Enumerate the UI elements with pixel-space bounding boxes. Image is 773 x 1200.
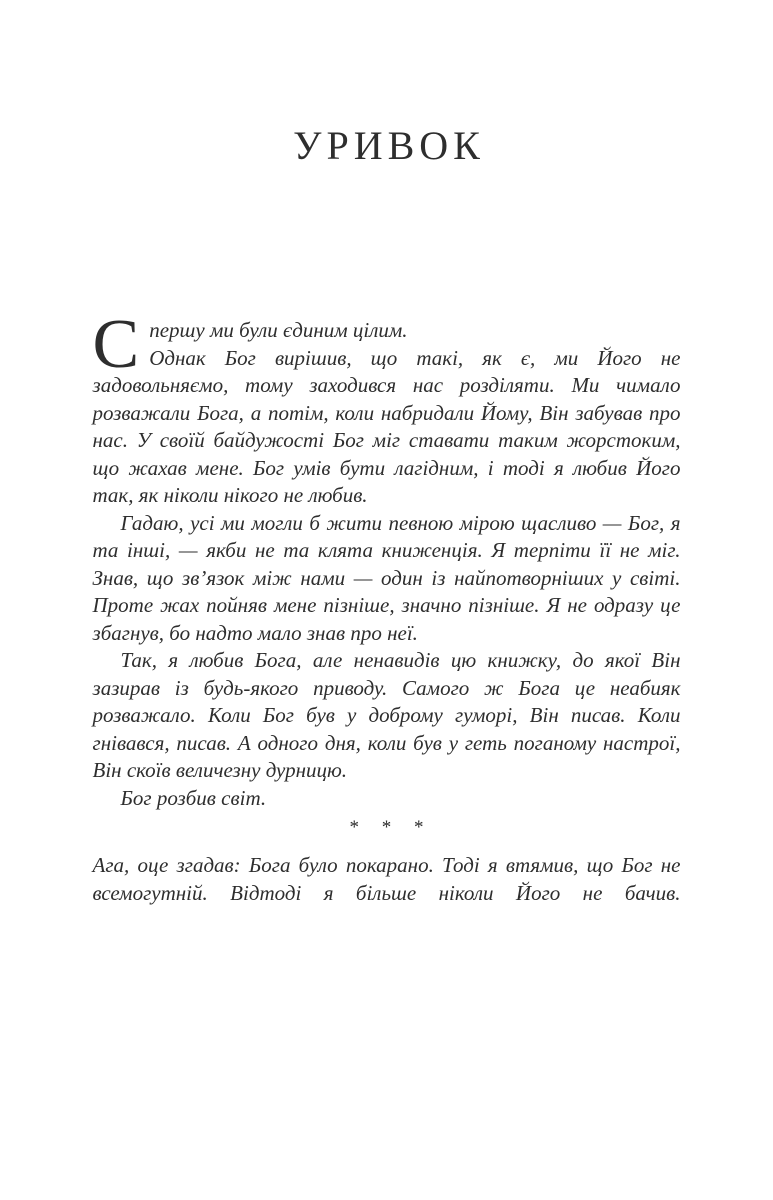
body-text [92, 306, 681, 907]
paragraph: Однак Бог вирішив, що такі, як є, ми Його не задовольняємо, тому заходився нас розділяти. Ми чимало розважали Бога, а потім, коли набридали Йому, Він забував про нас. У своїй байдужості Бог міг ставати таким жорстоким, що жахав мене. Бог умів бути лагідним, і тоді я любив Його так, як ніколи нікого не любив. [92, 345, 681, 507]
paragraph-dropcap [92, 306, 681, 383]
paragraph: Ага, оце згадав: Бога було покарано. Тоді я втямив, що Бог не всемогутній. Відтоді я більше ніколи Його не бачив. [92, 853, 681, 905]
drop-cap: С [92, 306, 140, 383]
paragraph: Так, я любив Бога, але ненавидів цю книжку, до якої Він зазирав із будь-якого приводу. Самого ж Бога це неабияк розважало. Коли Бог був у доброму гуморі, Він писав. Коли гнівався, писав. А одного дня, коли був у геть поганому настрої, Він скоїв величезну дурницю. [92, 648, 681, 782]
section-break-asterisks: * * * [349, 817, 433, 838]
paragraph: Гадаю, усі ми могли б жити певною мірою щасливо — Бог, я та інші, — якби не та клята книженція. Я терпіти її не міг. Знав, що зв’язок між нами — один із найпотворніших у світі. Проте жах пойняв мене пізніше, значно пізніше. Я не одразу це збагнув, бо надто мало знав про неї. [92, 510, 681, 645]
paragraph-text: першу ми були єдиним цілим. [149, 318, 408, 342]
chapter-title: УРИВОК [293, 123, 485, 168]
paragraph: Бог розбив світ. [120, 785, 267, 810]
